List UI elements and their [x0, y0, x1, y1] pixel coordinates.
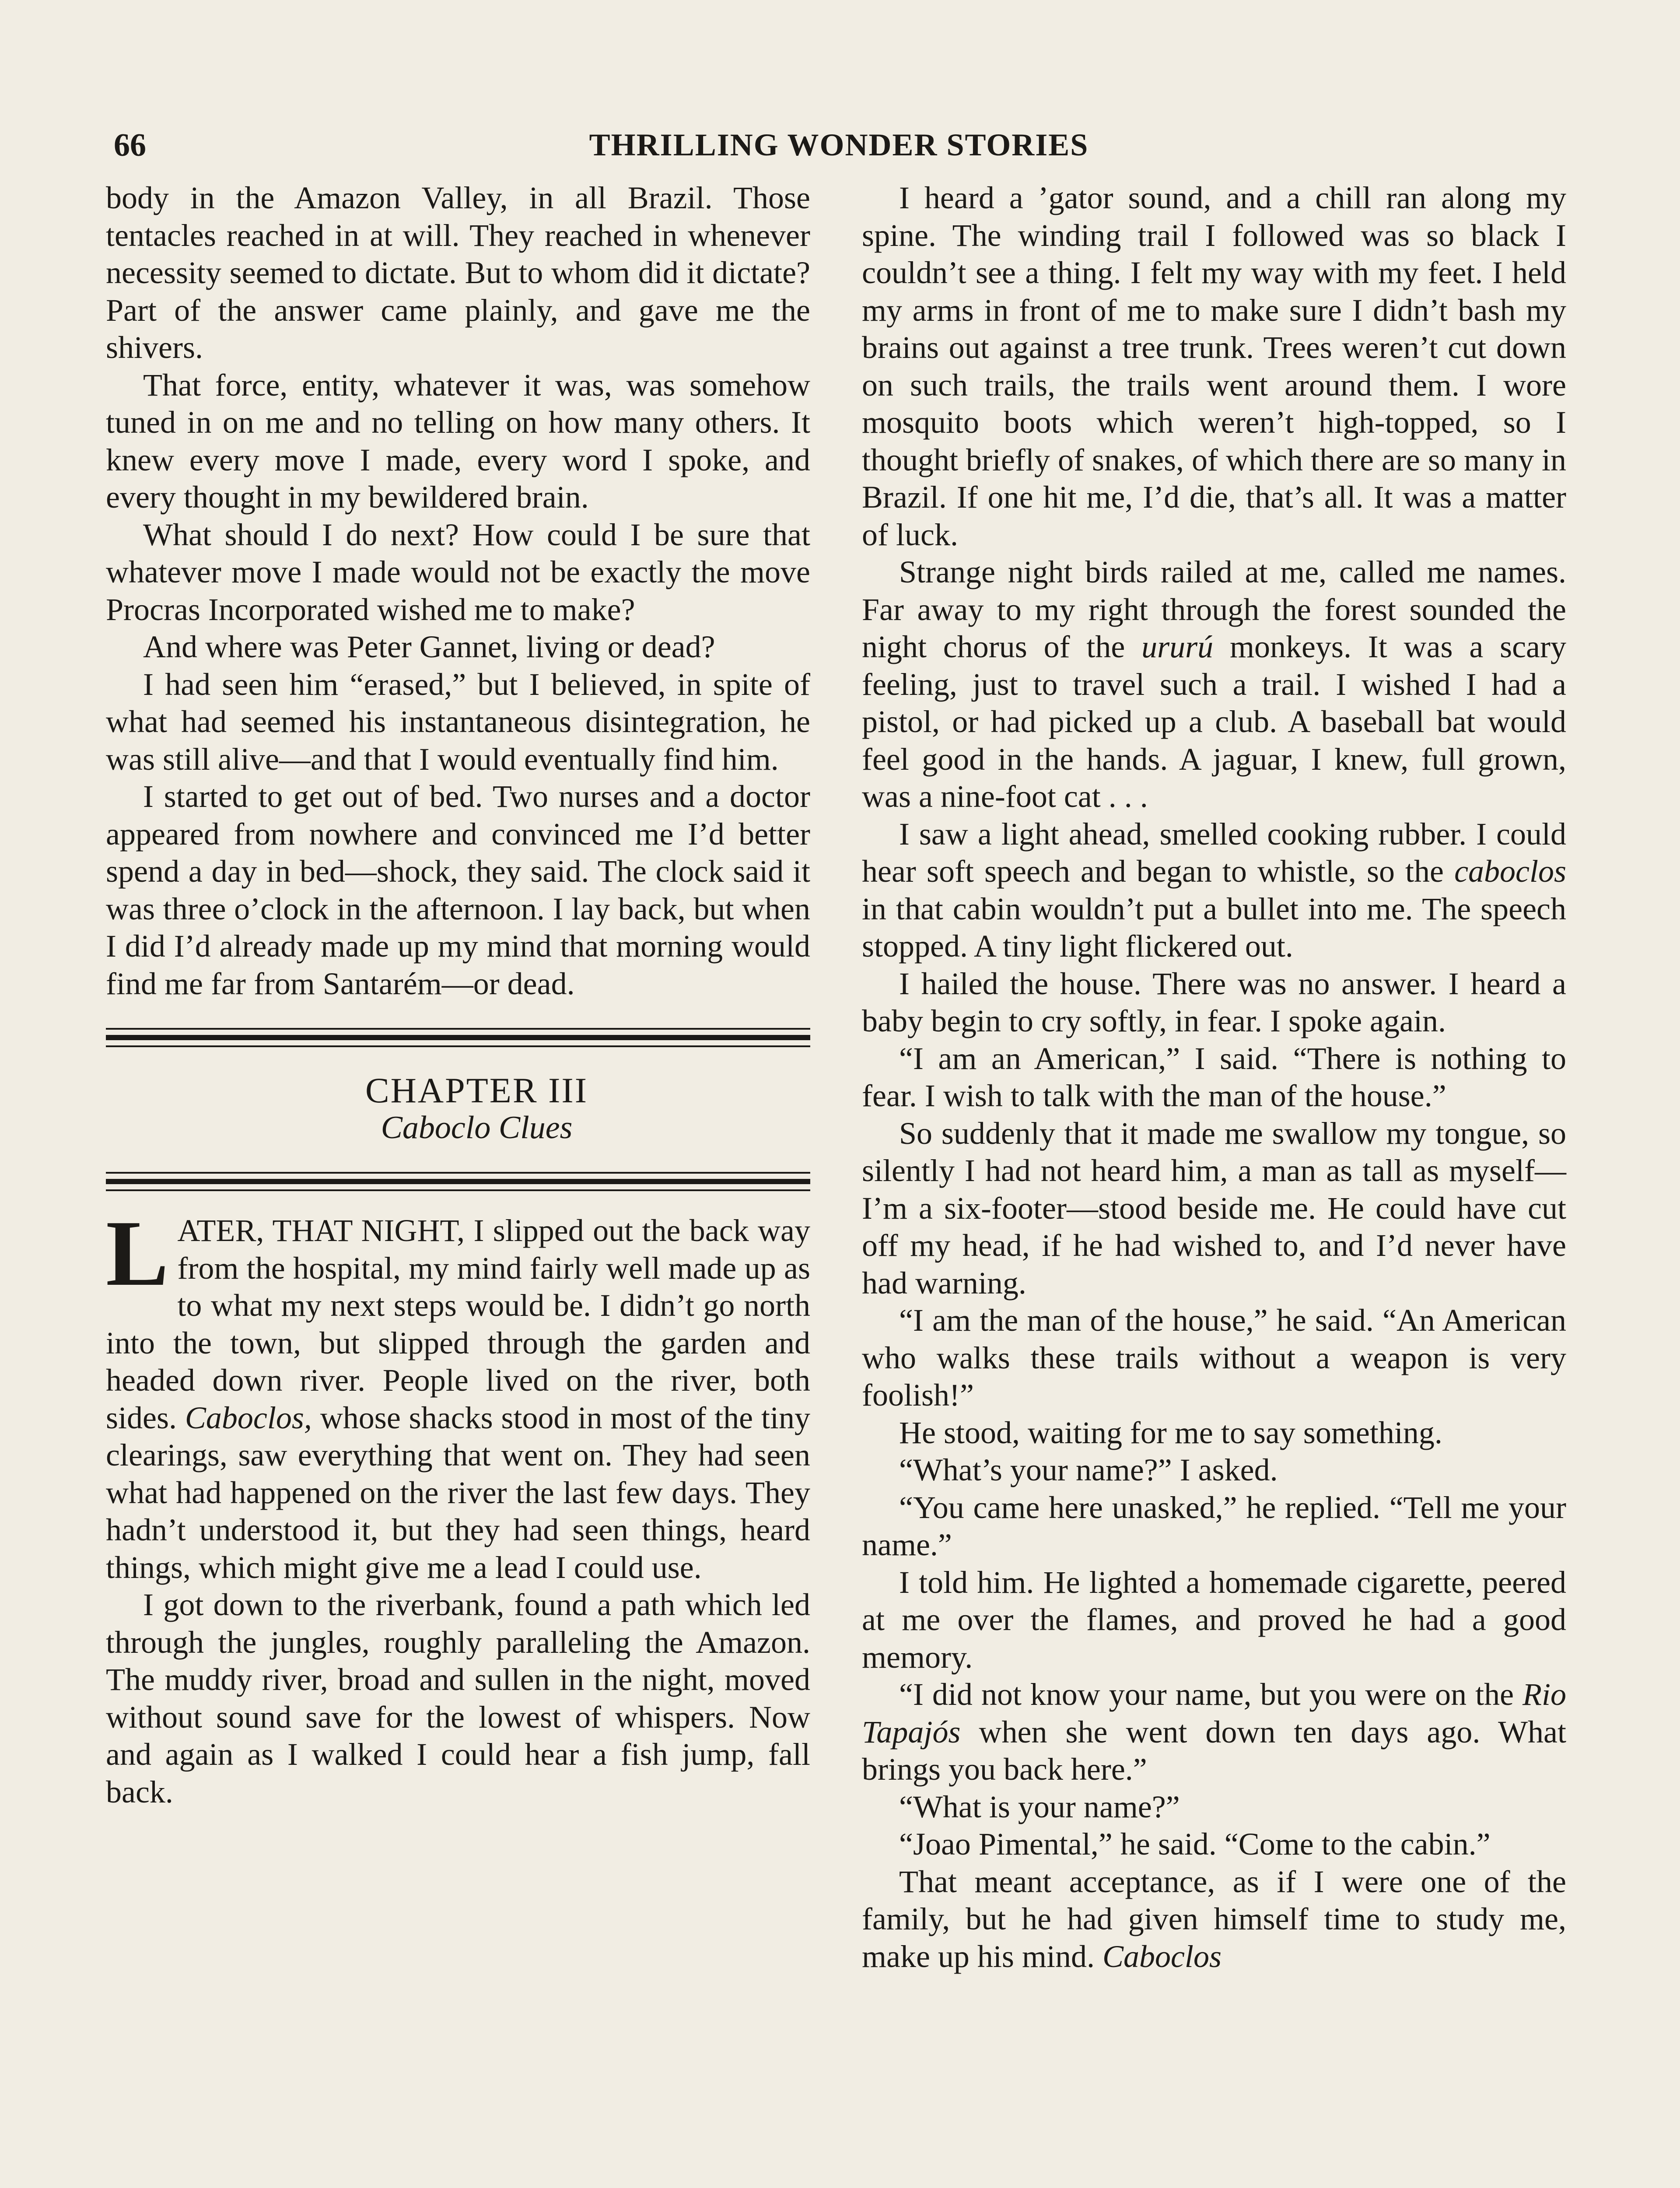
paragraph: “I am an American,” I said. “There is nothing to fear. I wish to talk with the man of the house.”: [862, 1041, 1566, 1113]
paragraph: [862, 554, 1566, 816]
paragraph: “What is your name?”: [899, 1789, 1180, 1824]
italic-span: caboclos: [1454, 854, 1566, 889]
paragraph: What should I do next? How could I be sure that whatever move I made would not be exactly the move Procras Incorporated wished me to make?: [106, 517, 810, 627]
paragraph: I heard a ’gator sound, and a chill ran along my spine. The winding trail I followed was so black I couldn’t see a thing. I felt my way with my feet. I held my arms in front of me to make sure I didn’t bash my brains out against a tree trunk. Trees weren’t cut down on such trails, the trails went around them. I wore mosquito boots which weren’t high-topped, so I thought briefly of snakes, of which there are so many in Brazil. If one hit me, I’d die, that’s all. It was a matter of luck.: [862, 180, 1566, 552]
paragraph: I started to get out of bed. Two nurses and a doctor appeared from nowhere and convinced me I’d better spend a day in bed—shock, they said. The clock said it was three o’clock in the afternoon. I lay back, but when I did I’d already made up my mind that morning would find me far from Santarém—or dead.: [106, 779, 810, 1001]
paragraph: I got down to the riverbank, found a path which led through the jungles, roughly paralleling the Amazon. The muddy river, broad and sullen in the night, moved without sound save for the lowest of whispers. Now and again as I walked I could hear a fish jump, fall back.: [106, 1587, 810, 1809]
paragraph: [862, 1863, 1566, 1976]
paragraph: “I am the man of the house,” he said. “An American who walks these trails without a weapon is very foolish!”: [862, 1303, 1566, 1413]
paragraph: “Joao Pimental,” he said. “Come to the cabin.”: [899, 1827, 1491, 1862]
paragraph: I had seen him “erased,” but I believed, in spite of what had seemed his instantaneous disintegration, he was still alive—and that I would eventually find him.: [106, 666, 810, 777]
paragraph: That force, entity, whatever it was, was somehow tuned in on me and no telling on how many others. It knew every move I made, every word I spoke, and every thought in my bewildered brain.: [106, 367, 810, 515]
text-span: Strange night birds railed at me, called me names. Far away to my right through the forest sounded the night chorus of the: [862, 554, 1566, 664]
paragraph: So suddenly that it made me swallow my tongue, so silently I had not heard him, a man as tall as myself—I’m a six-footer—stood beside me. He could have cut off my head, if he had wished to, and I’d never have had warning.: [862, 1115, 1566, 1301]
paragraph: [862, 816, 1566, 965]
text-span: I saw a light ahead, smelled cooking rubber. I could hear soft speech and began to whistle, so the: [862, 816, 1566, 889]
page-number: 66: [114, 127, 146, 163]
chapter-rule-top: [106, 1028, 810, 1072]
text-span: monkeys. It was a scary feeling, just to travel such a trail. I wished I had a pistol, or had picked up a club. A baseball bat would feel good in the hands. A jaguar, I knew, full grown, was a nine-foot cat . . .: [862, 629, 1566, 814]
paragraph: I hailed the house. There was no answer. I heard a baby begin to cry softly, in fear. I spoke again.: [862, 966, 1566, 1038]
running-title: THRILLING WONDER STORIES: [589, 127, 1089, 162]
paragraph: He stood, waiting for me to say something.: [899, 1415, 1442, 1450]
opening-lead: ATER, THAT NIGHT,: [177, 1213, 465, 1248]
drop-cap: L: [106, 1201, 169, 1305]
paragraph: “What’s your name?” I asked.: [899, 1452, 1278, 1487]
italic-span: Rio Tapajós: [862, 1677, 1566, 1750]
left-column: [106, 179, 810, 1811]
page-header: [107, 127, 1571, 175]
text-span: whose shacks stood in most of the tiny clearings, saw everything that went on. They had seen what had happened on the river the last few days. They hadn’t understood it, but they had seen things, heard things, which might give me a lead I could use.: [106, 1400, 811, 1585]
chapter-subtitle: Caboclo Clues: [381, 1109, 573, 1146]
right-column: [862, 179, 1566, 1975]
paragraph: And where was Peter Gannet, living or dead?: [143, 629, 715, 664]
paragraph: body in the Amazon Valley, in all Brazil. Those tentacles reached in at will. They reached in whenever necessity seemed to dictate. But to whom did it dictate? Part of the answer came plainly, and gave me the shivers.: [106, 180, 810, 365]
text-span: when she went down ten days ago. What brings you back here.”: [862, 1714, 1566, 1787]
italic-span: Caboclos: [1102, 1939, 1222, 1974]
paragraph: “You came here unasked,” he replied. “Tell me your name.”: [862, 1490, 1566, 1562]
italic-span: Caboclos,: [185, 1400, 312, 1435]
chapter-rule-bottom: [106, 1172, 810, 1216]
text-span: That meant acceptance, as if I were one of the family, but he had given himself time to study me, make up his mind.: [862, 1864, 1566, 1974]
chapter-title: CHAPTER III: [365, 1070, 588, 1110]
text-span: in that cabin wouldn’t put a bullet into me. The speech stopped. A tiny light flickered out.: [862, 891, 1566, 964]
text-span: I slipped out the back way from the hospital, my mind fairly well made up as to what my next steps would be. I didn’t go north into the town, but slipped through the garden and headed down river. People lived on the river, both sides.: [106, 1213, 810, 1435]
italic-span: ururú: [1141, 629, 1214, 664]
chapter-opening-paragraph: [106, 1201, 811, 1586]
paragraph: [862, 1676, 1566, 1788]
text-span: “I did not know your name, but you were on the: [899, 1677, 1523, 1712]
paragraph: I told him. He lighted a homemade cigarette, peered at me over the flames, and proved he had a good memory.: [862, 1564, 1566, 1675]
